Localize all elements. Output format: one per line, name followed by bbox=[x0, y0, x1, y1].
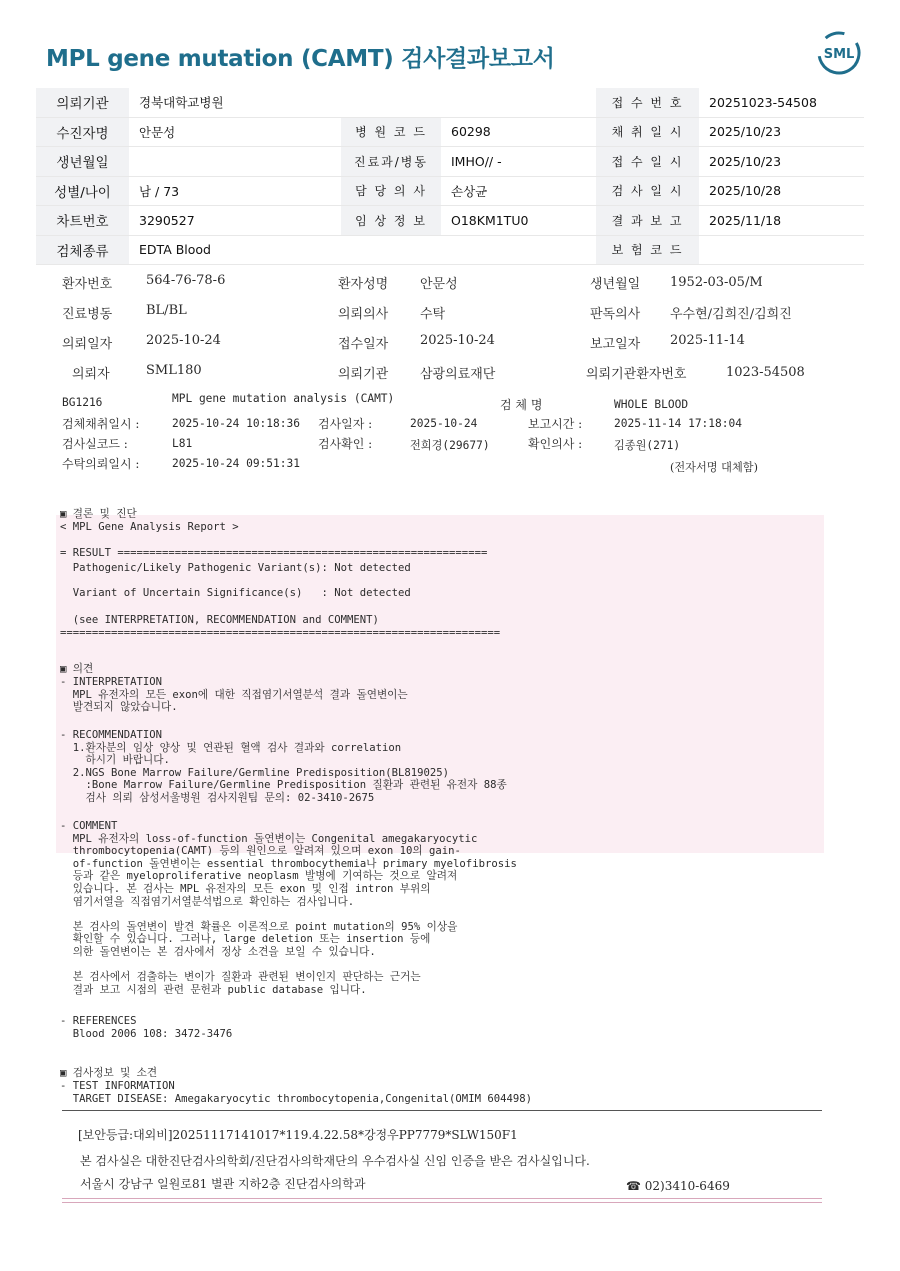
header-value: O18KM1TU0 bbox=[451, 212, 529, 228]
patient-name-label: 환자성명 bbox=[338, 277, 389, 292]
patient-no-label: 환자번호 bbox=[62, 277, 113, 292]
req-doctor-label: 의뢰의사 bbox=[338, 307, 389, 322]
header-value: 3290527 bbox=[139, 212, 195, 228]
requester: SML180 bbox=[146, 363, 202, 378]
header-row bbox=[36, 117, 864, 147]
recv-date: 2025-10-24 bbox=[420, 333, 495, 348]
header-label bbox=[341, 235, 441, 265]
ward-label: 진료병동 bbox=[62, 307, 113, 322]
header-value: 손상균 bbox=[451, 183, 488, 199]
req-date: 2025-10-24 bbox=[146, 333, 221, 348]
specimen-label: 검 체 명 bbox=[500, 398, 543, 412]
collect-label: 검체채취일시 : bbox=[62, 417, 140, 431]
recv-date-label: 접수일자 bbox=[338, 337, 389, 352]
header-label: 진료과/병동 bbox=[341, 147, 441, 177]
header-label: 성별/나이 bbox=[36, 176, 129, 206]
result-vus: Variant of Uncertain Significance(s) : Not detected bbox=[60, 587, 411, 599]
req-inst: 삼광의료재단 bbox=[420, 367, 496, 382]
header-value: IMHO// - bbox=[451, 153, 502, 169]
dob-label: 생년월일 bbox=[590, 277, 641, 292]
header-label: 의뢰기관 bbox=[36, 88, 129, 117]
header-label: 병 원 코 드 bbox=[341, 117, 441, 147]
comment-block: - COMMENT MPL 유전자의 loss-of-function 돌연변이는 Congenital amegakaryocytic thrombocytopenia(CAMT) 등의 원인으로 알려져 있으며 exon 10의 gain- of-function 돌연변이는 essential thrombocythemia나 primary myelofibrosis 등과 같은 myeloproliferative neoplasm 발병에 기여하는 것으로 알려져 있습니다. 본 검사는 MPL 유전자의 모든 exon 및 인접 intron 부위의 염기서열을 직접염기서열분석법으로 확인하는 검사입니다. 본 검사의 돌연변이 발견 확률은 이론적으로 point mutation의 95% 이상을 확인할 수 있습니다. 그러나, large deletion 또는 insertion 등에 의한 돌연변이는 본 검사에서 정상 소견을 보일 수 있습니다. 본 검사에서 검출하는 변이가 질환과 관련된 변이인지 판단하는 근거는 결과 보고 시점의 관련 문헌과 public database 입니다. bbox=[60, 820, 517, 996]
report-date: 2025-11-14 bbox=[670, 333, 745, 348]
conclusion-heading: ▣ 결론 및 진단 bbox=[60, 508, 137, 520]
certification-line: 본 검사실은 대한진단검사의학회/진단검사의학재단의 우수검사실 신임 인증을 받은 검사실입니다. bbox=[80, 1154, 590, 1168]
header-label: 수진자명 bbox=[36, 117, 129, 147]
esign-note: (전자서명 대체함) bbox=[670, 461, 758, 474]
req-doctor: 수탁 bbox=[420, 307, 446, 322]
result-see: (see INTERPRETATION, RECOMMENDATION and COMMENT) bbox=[60, 614, 379, 626]
security-line: [보안등급:대외비]20251117141017*119.4.22.58*강정우PP7779*SLW150F1 bbox=[78, 1128, 518, 1142]
sml-logo bbox=[816, 30, 862, 76]
testinfo-block: - TEST INFORMATION TARGET DISEASE: Amegakaryocytic thrombocytopenia,Congenital(OMIM 604498) bbox=[60, 1080, 532, 1105]
patient-no: 564-76-78-6 bbox=[146, 273, 226, 288]
address-line: 서울시 강남구 일원로81 별관 지하2층 진단검사의학과 bbox=[80, 1177, 366, 1191]
report-date-label: 보고일자 bbox=[590, 337, 641, 352]
test-code: BG1216 bbox=[62, 396, 103, 409]
header-label: 임 상 정 보 bbox=[341, 206, 441, 236]
test-date-label: 검사일자 : bbox=[318, 417, 373, 431]
header-row bbox=[36, 235, 864, 265]
header-label: 담 당 의 사 bbox=[341, 176, 441, 206]
header-row bbox=[36, 147, 864, 177]
header-row bbox=[36, 88, 864, 117]
phone-line: ☎ 02)3410-6469 bbox=[626, 1179, 730, 1193]
header-value: 경북대학교병원 bbox=[139, 95, 224, 111]
header-value: 2025/10/23 bbox=[709, 153, 782, 169]
patient-name: 안문성 bbox=[420, 277, 458, 292]
confirm-label: 검사확인 : bbox=[318, 437, 373, 451]
header-label: 차트번호 bbox=[36, 206, 129, 236]
header-value bbox=[441, 88, 596, 117]
scanned-report bbox=[0, 262, 900, 1271]
report-time-label: 보고시간 : bbox=[528, 417, 583, 431]
report-title: < MPL Gene Analysis Report > bbox=[60, 521, 239, 533]
header-value: 60298 bbox=[451, 124, 491, 140]
header-label: 접 수 번 호 bbox=[596, 88, 699, 117]
dob: 1952-03-05/M bbox=[670, 275, 763, 290]
header-label: 결 과 보 고 bbox=[596, 206, 699, 236]
req-date-label: 의뢰일자 bbox=[62, 337, 113, 352]
result-line: = RESULT ========================================================== bbox=[60, 547, 488, 559]
header-label: 검체종류 bbox=[36, 235, 129, 265]
header-row bbox=[36, 176, 864, 206]
report-time: 2025-11-14 17:18:04 bbox=[614, 417, 742, 430]
test-name: MPL gene mutation analysis (CAMT) bbox=[172, 392, 395, 405]
reading-doctor-label: 판독의사 bbox=[590, 307, 641, 322]
references-block: - REFERENCES Blood 2006 108: 3472-3476 bbox=[60, 1015, 233, 1040]
req-inst-label: 의뢰기관 bbox=[338, 367, 389, 382]
result-end-line: ===================================================================== bbox=[60, 627, 501, 639]
header-row bbox=[36, 206, 864, 236]
test-date: 2025-10-24 bbox=[410, 417, 478, 430]
header-value: 안문성 bbox=[139, 124, 176, 140]
header-value: 2025/10/23 bbox=[709, 124, 782, 140]
header-label: 보 험 코 드 bbox=[596, 235, 699, 265]
header-info-table bbox=[36, 88, 864, 265]
requester-label: 의뢰자 bbox=[72, 367, 110, 382]
testinfo-heading: ▣ 검사정보 및 소견 bbox=[60, 1067, 158, 1079]
header-label bbox=[341, 88, 441, 117]
header-value: 20251023-54508 bbox=[709, 94, 817, 110]
header-value: EDTA Blood bbox=[139, 242, 211, 258]
lab-code: L81 bbox=[172, 437, 193, 450]
interpretation-block: - INTERPRETATION MPL 유전자의 모든 exon에 대한 직접염기서열분석 결과 돌연변이는 발견되지 않았습니다. bbox=[60, 676, 408, 714]
confirm-doc-label: 확인의사 : bbox=[528, 437, 583, 451]
header-value: 남 / 73 bbox=[139, 183, 180, 199]
specimen: WHOLE BLOOD bbox=[614, 398, 689, 411]
header-value: 2025/10/28 bbox=[709, 183, 782, 199]
header-label: 채 취 일 시 bbox=[596, 117, 699, 147]
header-label: 생년월일 bbox=[36, 147, 129, 177]
opinion-heading: ▣ 의견 bbox=[60, 663, 94, 675]
lab-code-label: 검사실코드 : bbox=[62, 437, 128, 451]
confirm-doc: 김종원(271) bbox=[614, 439, 681, 452]
divider bbox=[62, 1110, 822, 1111]
collect: 2025-10-24 10:18:36 bbox=[172, 417, 300, 430]
ward: BL/BL bbox=[146, 303, 187, 318]
req-patient-no-label: 의뢰기관환자번호 bbox=[586, 367, 687, 382]
logo-text: SML bbox=[823, 47, 855, 62]
reading-doctor: 우수현/김희진/김희진 bbox=[670, 307, 792, 322]
footer-divider bbox=[62, 1198, 822, 1199]
page-title: MPL gene mutation (CAMT) 검사결과보고서 bbox=[46, 46, 555, 72]
recommendation-block: - RECOMMENDATION 1.환자분의 임상 양상 및 연관된 혈액 검사 결과와 correlation 하시기 바랍니다. 2.NGS Bone Marrow Failure/Germline Predisposition(BL819025) :Bone Marrow Failure/Germline Predisposition 질환과 관련된 유전자 88종 검사 의뢰 삼성서울병원 검사지원팀 문의: 02-3410-2675 bbox=[60, 729, 507, 804]
header-value bbox=[441, 235, 596, 265]
header-value: 2025/11/18 bbox=[709, 212, 782, 228]
header-label: 접 수 일 시 bbox=[596, 147, 699, 177]
contract-label: 수탁의뢰일시 : bbox=[62, 457, 140, 471]
footer-divider-2 bbox=[62, 1202, 822, 1203]
header-label: 검 사 일 시 bbox=[596, 176, 699, 206]
header-value bbox=[129, 147, 341, 177]
header-value bbox=[699, 235, 864, 265]
result-pathogenic: Pathogenic/Likely Pathogenic Variant(s): Not detected bbox=[60, 562, 411, 574]
req-patient-no: 1023-54508 bbox=[726, 365, 805, 380]
confirm: 전희경(29677) bbox=[410, 439, 490, 452]
contract: 2025-10-24 09:51:31 bbox=[172, 457, 300, 470]
